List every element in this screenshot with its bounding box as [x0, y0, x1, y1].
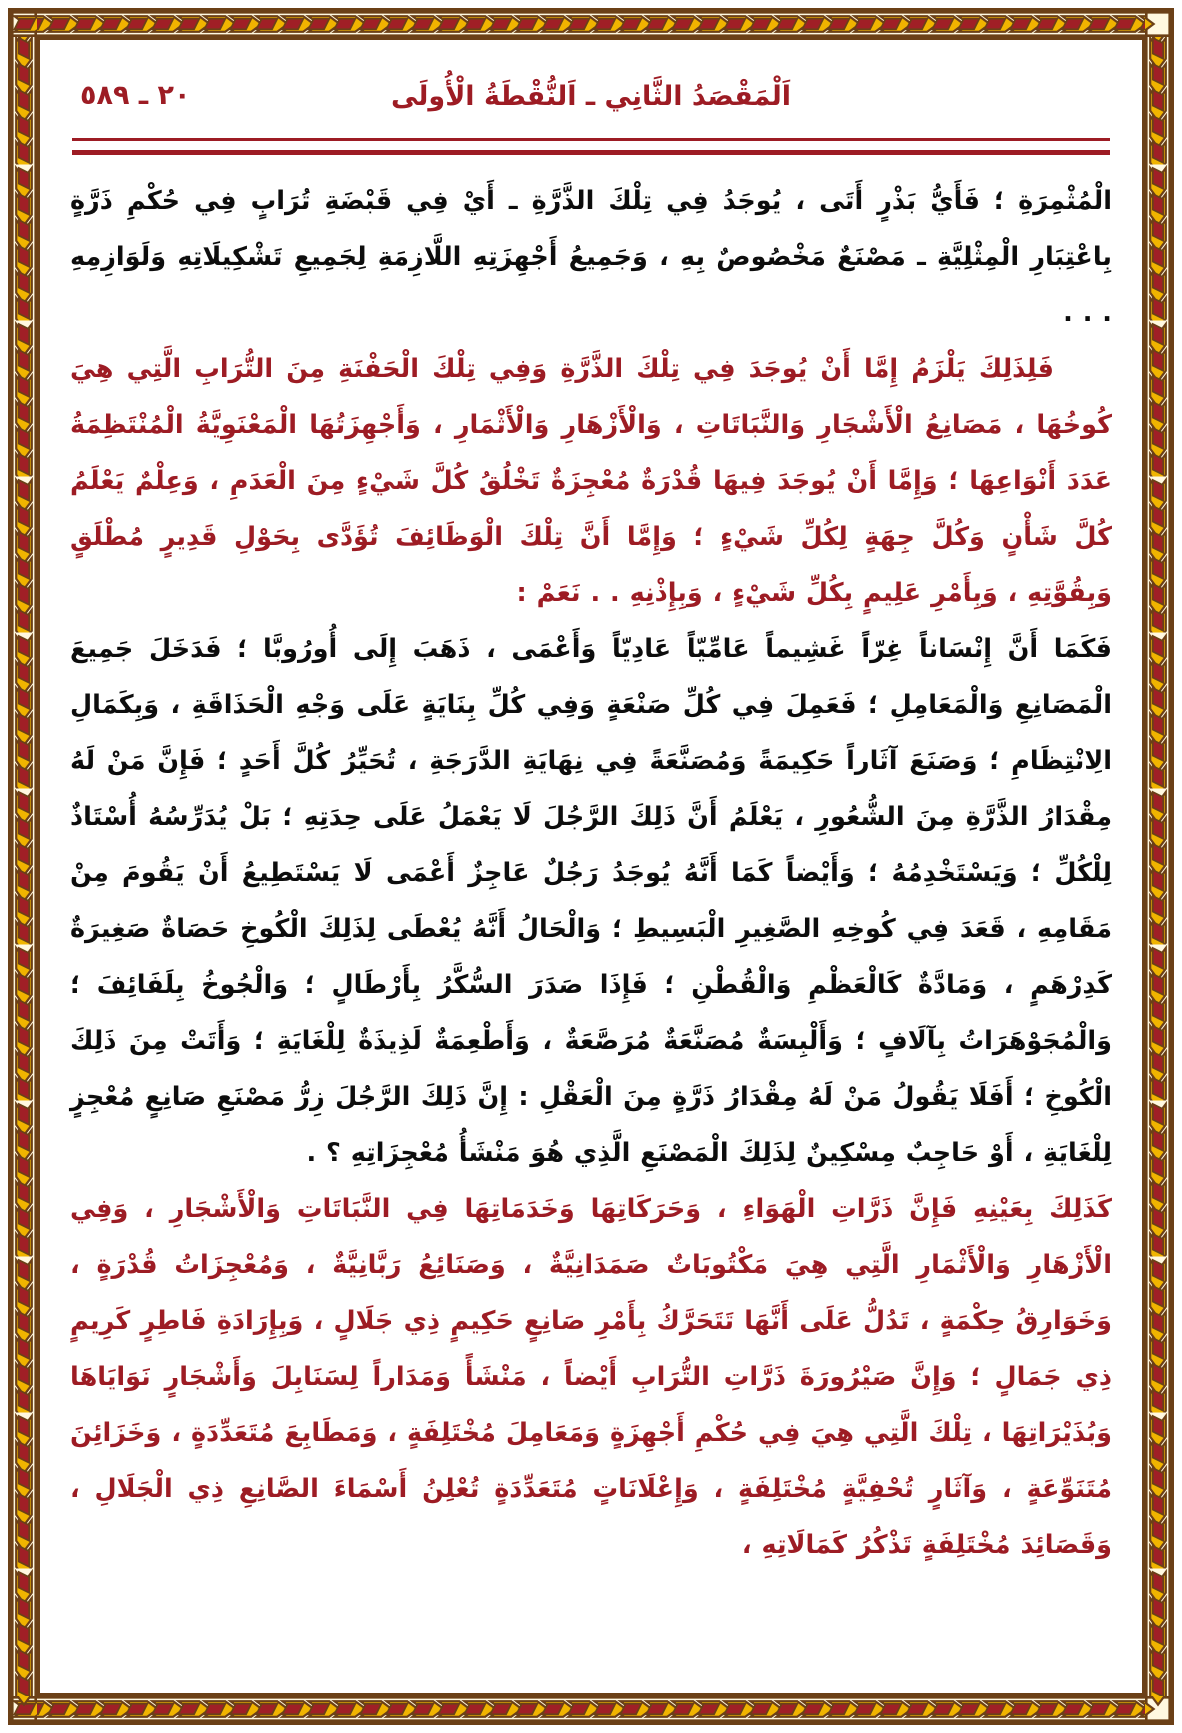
paragraph-black-2: فَكَمَا أَنَّ إِنْسَاناً غِرّاً غَشِيماً عَامِّيّاً عَادِيّاً وَأَعْمَى ، ذَهَبَ إِلَى أُورُوبَّا ؛ فَدَخَلَ جَمِيعَ الْمَصَانِعِ وَالْمَعَامِلِ ؛ فَعَمِلَ فِي كُلِّ صَنْعَةٍ وَفِي كُلِّ بِنَايَةٍ عَلَى وَجْهِ الْحَذَاقَةِ ، وَبِكَمَالِ الِانْتِظَامِ ؛ وَصَنَعَ آثَاراً حَكِيمَةً وَمُصَنَّعَةً فِي نِهَايَةِ الدَّرَجَةِ ، تُحَيِّرُ كُلَّ أَحَدٍ ؛ فَإِنَّ مَنْ لَهُ مِقْدَارُ الذَّرَّةِ مِنَ الشُّعُورِ ، يَعْلَمُ أَنَّ ذَلِكَ الرَّجُلَ لَا يَعْمَلُ عَلَى حِدَتِهِ ؛ بَلْ يُدَرِّسُهُ أُسْتَاذٌ لِلْكُلِّ ؛ وَيَسْتَخْدِمُهُ ؛ وَأَيْضاً كَمَا أَنَّهُ يُوجَدُ رَجُلٌ عَاجِزٌ أَعْمَى لَا يَسْتَطِيعُ أَنْ يَقُومَ مِنْ مَقَامِهِ ، قَعَدَ فِي كُوخِهِ الصَّغِيرِ الْبَسِيطِ ؛ وَالْحَالُ أَنَّهُ يُعْطَى لِذَلِكَ الْكُوخِ حَصَاةٌ صَغِيرَةٌ كَدِرْهَمٍ ، وَمَادَّةٌ كَالْعَظْمِ وَالْقُطْنِ ؛ فَإِذَا صَدَرَ السُّكَّرُ بِأَرْطَالٍ ؛ وَالْجُوخُ بِلَفَائِفَ ؛ وَالْمُجَوْهَرَاتُ بِآلَافٍ ؛ وَأَلْبِسَةٌ مُصَنَّعَةٌ مُرَصَّعَةٌ ، وَأَطْعِمَةٌ لَذِيذَةٌ لِلْغَايَةِ ؛ وَأَتَتْ مِنَ ذَلِكَ الْكُوخِ ؛ أَفَلَا يَقُولُ مَنْ لَهُ مِقْدَارُ ذَرَّةٍ مِنَ الْعَقْلِ : إِنَّ ذَلِكَ الرَّجُلَ زِرُّ مَصْنَعِ صَانِعٍ مُعْجِزٍ لِلْغَايَةِ ، أَوْ حَاجِبٌ مِسْكِينٌ لِذَلِكَ الْمَصْنَعِ الَّذِي هُوَ مَنْشَأُ مُعْجِزَاتِهِ ؟ . [70, 634, 1112, 1168]
page-body [70, 173, 1112, 1573]
paragraph-black-1: الْمُثْمِرَةِ ؛ فَأَيُّ بَذْرٍ أَتَى ، يُوجَدُ فِي تِلْكَ الذَّرَّةِ ـ أَيْ فِي قَبْضَةِ تُرَابٍ فِي حُكْمِ ذَرَّةٍ بِاعْتِبَارِ الْمِثْلِيَّةِ ـ مَصْنَعٌ مَخْصُوصٌ بِهِ ، وَجَمِيعُ أَجْهِزَتِهِ اللَّازِمَةِ لِجَمِيعِ تَشْكِيلَاتِهِ وَلَوَازِمِهِ . . . [70, 186, 1112, 328]
page-header [70, 72, 1112, 134]
page-number: ٢٠ ـ ٥٨٩ [80, 80, 191, 111]
paragraph-red-1-text: فَلِذَلِكَ يَلْزَمُ إِمَّا أَنْ يُوجَدَ فِي تِلْكَ الذَّرَّةِ وَفِي تِلْكَ الْحَفْنَةِ مِنَ التُّرَابِ الَّتِي هِيَ كُوخُهَا ، مَصَانِعُ الْأَشْجَارِ وَالنَّبَاتَاتِ ، وَالْأَزْهَارِ وَالْأَثْمَارِ ، وَأَجْهِزَتُهَا الْمَعْنَوِيَّةُ الْمُنْتَظِمَةُ عَدَدَ أَنْوَاعِهَا ؛ وَإِمَّا أَنْ يُوجَدَ فِيهَا قُدْرَةٌ مُعْجِزَةٌ تَخْلُقُ كُلَّ شَيْءٍ مِنَ الْعَدَمِ ، وَعِلْمٌ يَعْلَمُ كُلَّ شَأْنٍ وَكُلَّ جِهَةٍ لِكُلِّ شَيْءٍ ؛ وَإِمَّا أَنَّ تِلْكَ الْوَظَائِفَ تُؤَدَّى بِحَوْلِ قَدِيرٍ مُطْلَقٍ وَبِقُوَّتِهِ ، وَبِأَمْرِ عَلِيمٍ بِكُلِّ شَيْءٍ ، وَبِإِذْنِهِ . . نَعَمْ : [70, 354, 1112, 608]
page-content [42, 42, 1140, 1691]
header-divider-rule [72, 138, 1110, 155]
page-title: اَلْمَقْصَدُ الثَّانِي ـ اَلنُّقْطَةُ الْأُولَى [390, 81, 792, 112]
paragraph-red-2: كَذَلِكَ بِعَيْنِهِ فَإِنَّ ذَرَّاتِ الْهَوَاءِ ، وَحَرَكَاتِهَا وَخَدَمَاتِهَا فِي النَّبَاتَاتِ وَالْأَشْجَارِ ، وَفِي الْأَزْهَارِ وَالْأَثْمَارِ الَّتِي هِيَ مَكْتُوبَاتٌ صَمَدَانِيَّةٌ ، وَصَنَائِعُ رَبَّانِيَّةٌ ، وَمُعْجِزَاتُ قُدْرَةٍ ، وَخَوَارِقُ حِكْمَةٍ ، تَدُلُّ عَلَى أَنَّهَا تَتَحَرَّكُ بِأَمْرِ صَانِعٍ حَكِيمٍ ذِي جَلَالٍ ، وَبِإِرَادَةِ فَاطِرٍ كَرِيمٍ ذِي جَمَالٍ ؛ وَإِنَّ صَيْرُورَةَ ذَرَّاتِ التُّرَابِ أَيْضاً ، مَنْشَأً وَمَدَاراً لِسَنَابِلَ وَأَشْجَارٍ نَوَايَاهَا وَبُذَيْرَاتِهَا ، تِلْكَ الَّتِي هِيَ فِي حُكْمِ أَجْهِزَةٍ وَمَعَامِلَ مُخْتَلِفَةٍ ، وَمَطَابِعَ مُتَعَدِّدَةٍ ، وَخَزَائِنَ مُتَنَوِّعَةٍ ، وَآثَارٍ تُحْفِيَّةٍ مُخْتَلِفَةٍ ، وَإِعْلَانَاتٍ مُتَعَدِّدَةٍ تُعْلِنُ أَسْمَاءَ الصَّانِعِ ذِي الْجَلَالِ ، وَقَصَائِدَ مُخْتَلِفَةٍ تَذْكُرُ كَمَالَاتِهِ ، [70, 1194, 1112, 1560]
paragraph-red-1 [70, 341, 1112, 621]
